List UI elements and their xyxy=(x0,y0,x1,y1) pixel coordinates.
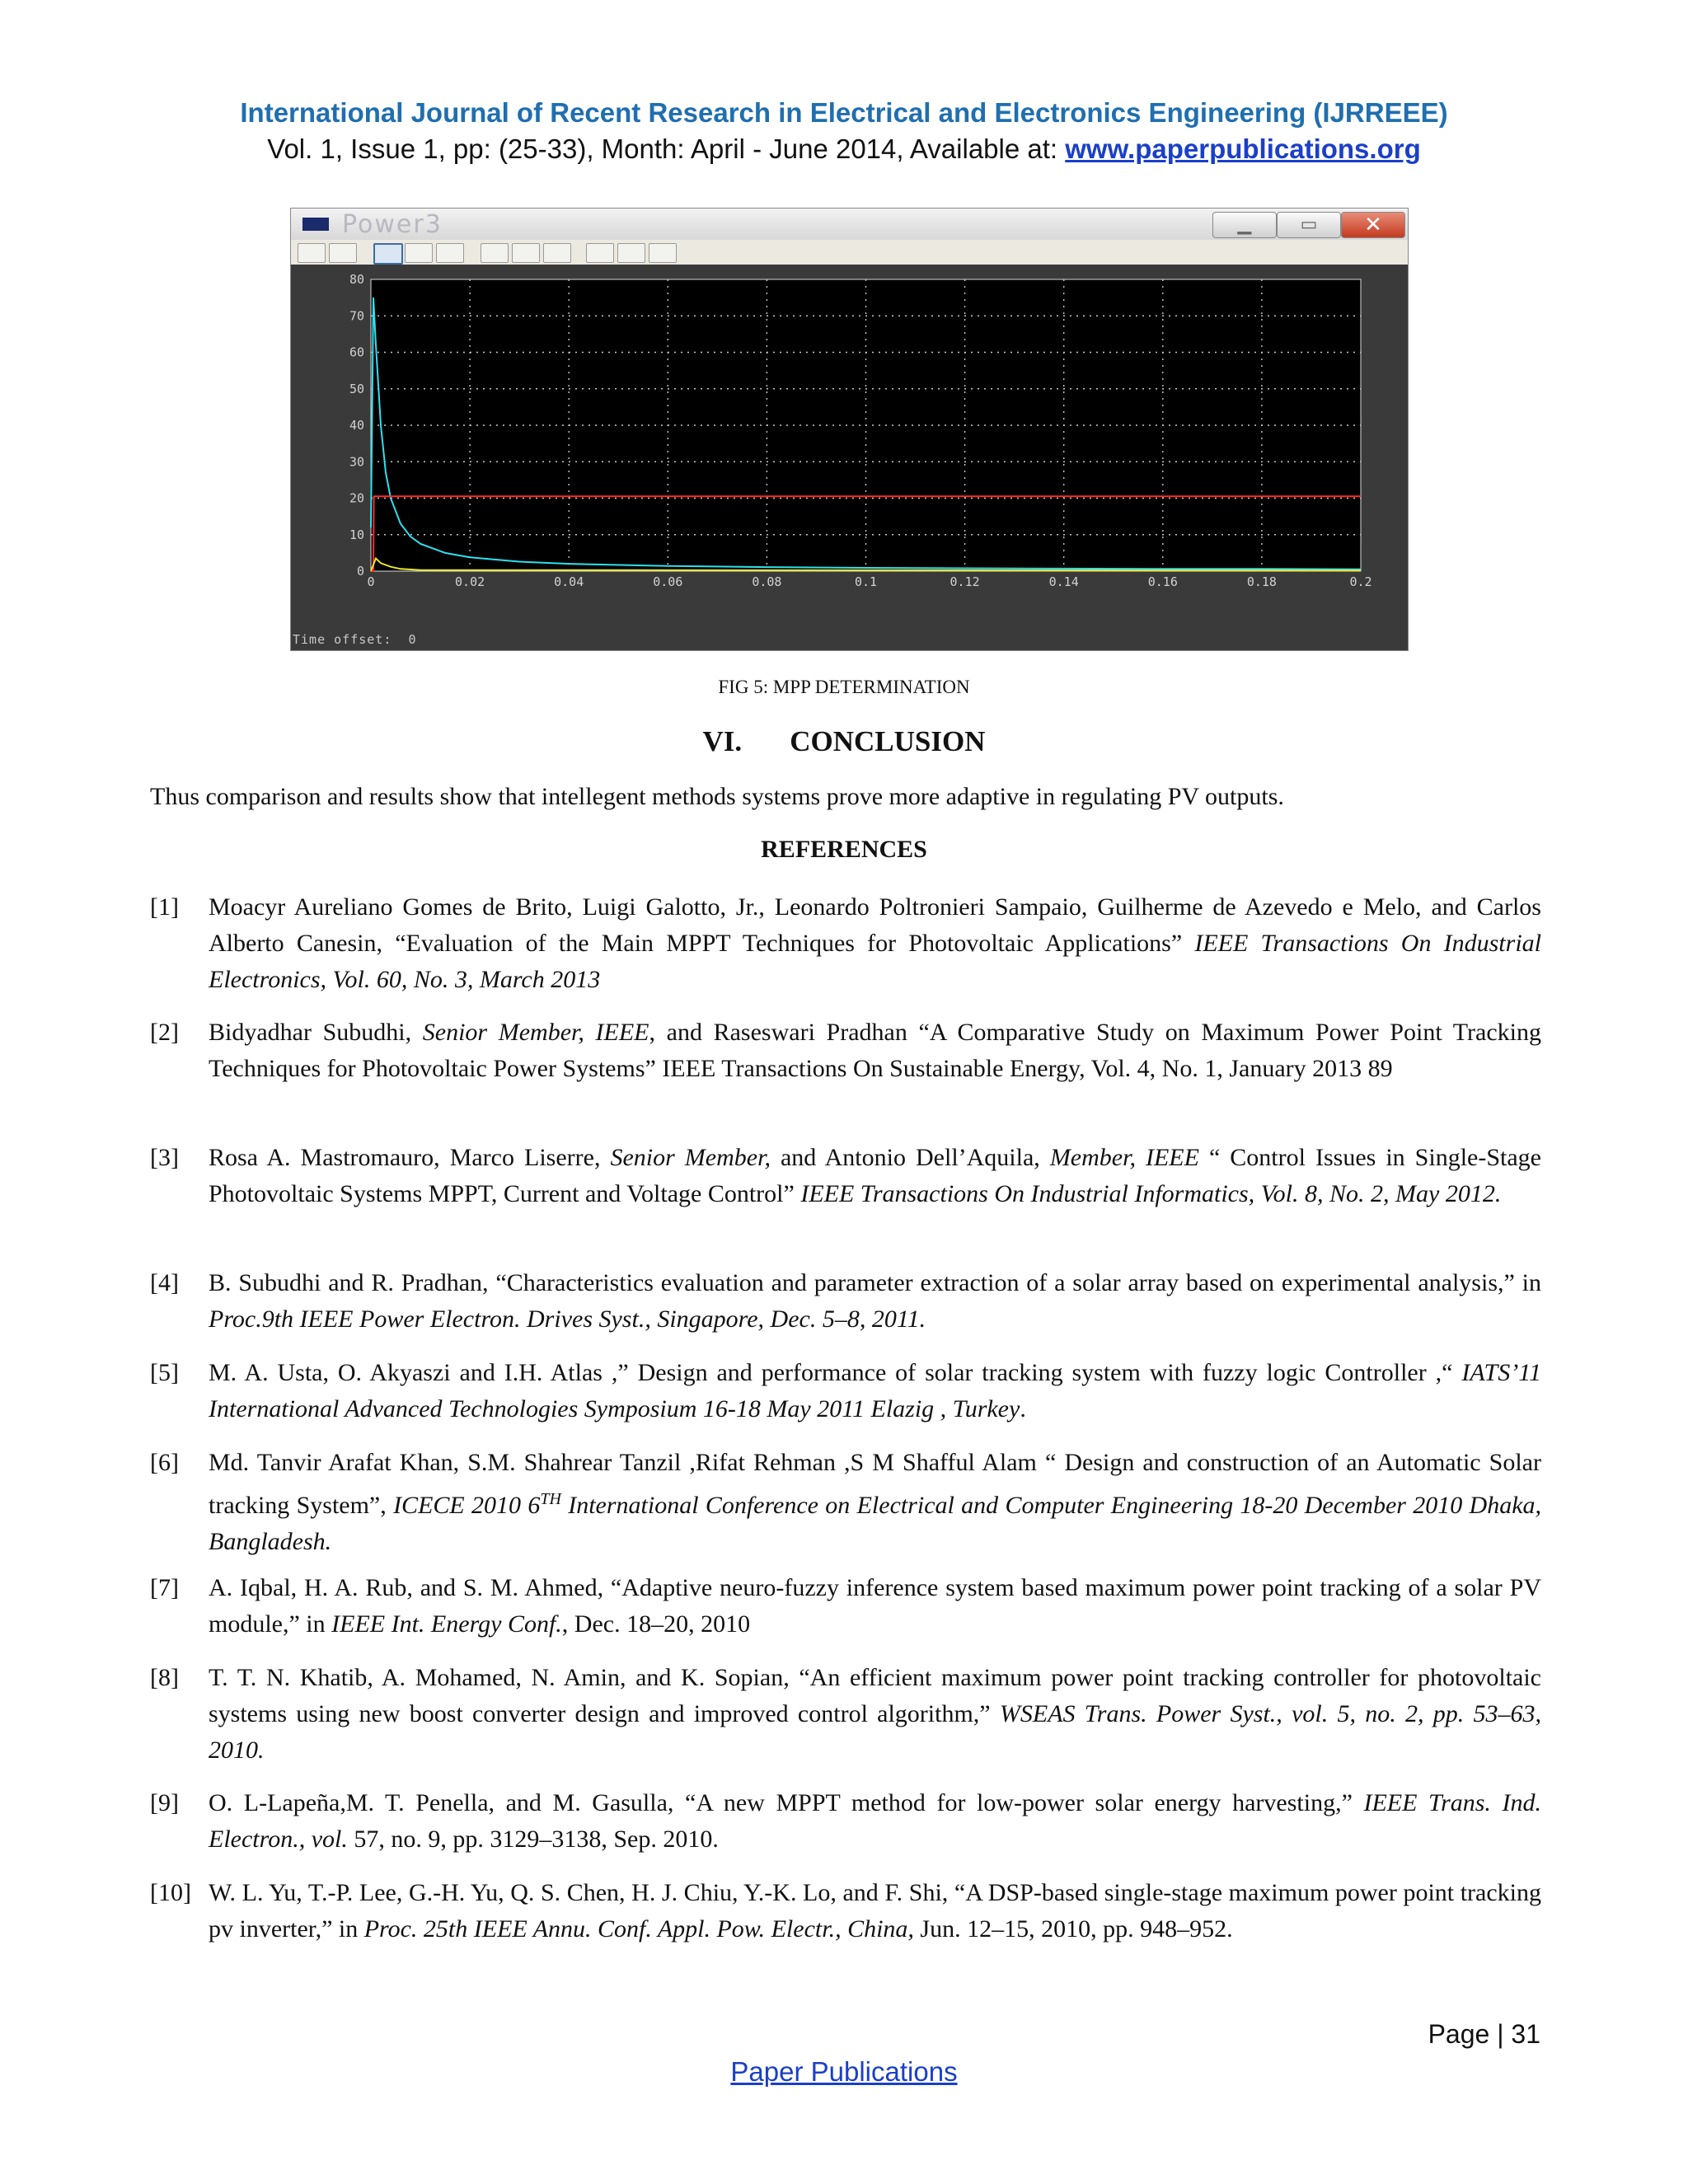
x-tick-label: 0 xyxy=(367,574,375,589)
reference-text xyxy=(209,889,1541,998)
reference-item xyxy=(150,1660,1541,1769)
reference-item xyxy=(150,1785,1541,1858)
reference-segment: International Conference on Electrical and Computer Engineering 18-20 December 2010 Dhaka, Bangladesh. xyxy=(209,1492,1542,1555)
reference-item xyxy=(150,1875,1541,1947)
x-tick-label: 0.16 xyxy=(1147,574,1178,589)
reference-label: [8] xyxy=(150,1664,179,1691)
reference-segment: , and Raseswari Pradhan “A Comparative Study on Maximum Power Point Tracking Techniques for Photovoltaic Power Systems” IEEE Transactions On Sustainable Energy, Vol. 4, No. 1, January 2013 89 xyxy=(209,1019,1541,1082)
figure-caption: FIG 5: MPP DETERMINATION xyxy=(718,677,970,697)
reference-segment: Rosa A. Mastromauro, Marco Liserre, xyxy=(209,1144,611,1171)
maximize-button[interactable] xyxy=(1277,212,1341,238)
reference-text xyxy=(209,1265,1541,1338)
reference-text xyxy=(209,1355,1541,1427)
reference-text xyxy=(209,1445,1541,1560)
scope-plot xyxy=(291,265,1408,650)
zoom-icon[interactable] xyxy=(373,243,403,265)
x-tick-label: 0.04 xyxy=(554,574,584,589)
matlab-icon xyxy=(302,218,329,231)
save-axes-icon[interactable] xyxy=(512,243,540,263)
reference-segment: 57, no. 9, pp. 3129–3138, Sep. 2010. xyxy=(347,1825,719,1853)
reference-segment: Senior Member, xyxy=(610,1144,771,1171)
reference-label: [5] xyxy=(150,1359,179,1386)
y-tick-label: 40 xyxy=(349,418,364,433)
x-tick-label: 0.08 xyxy=(752,574,782,589)
reference-segment: , Dec. 18–20, 2010 xyxy=(561,1610,751,1638)
journal-title: International Journal of Recent Research in Electrical and Electronics Engineering (IJRREEE) xyxy=(240,97,1448,128)
time-offset-value: 0 xyxy=(408,632,417,647)
y-tick-label: 50 xyxy=(349,381,364,396)
reference-label: [9] xyxy=(150,1789,179,1816)
section-title: CONCLUSION xyxy=(790,725,986,757)
journal-url-link[interactable]: www.paperpublications.org xyxy=(1065,134,1421,164)
conclusion-paragraph: Thus comparison and results show that intellegent methods systems prove more adaptive in regulating PV outputs. xyxy=(150,783,1284,810)
window-titlebar xyxy=(291,209,1408,240)
reference-segment: O. L-Lapeña,M. T. Penella, and M. Gasulla, “A new MPPT method for low-power solar energy harvesting,” xyxy=(209,1789,1364,1816)
reference-segment: W. L. Yu, T.-P. Lee, G.-H. Yu, Q. S. Chen, H. J. Chiu, Y.-K. Lo, and F. Shi, “A DSP-based single-stage maximum power point tracking pv inverter,” in xyxy=(209,1879,1541,1943)
minimize-button[interactable] xyxy=(1212,212,1277,238)
reference-segment: IEEE Trans. Ind. Electron., vol. xyxy=(209,1789,1541,1853)
reference-label: [4] xyxy=(150,1269,179,1296)
reference-text xyxy=(209,1570,1541,1643)
section-heading xyxy=(0,725,1688,758)
reference-segment: M. A. Usta, O. Akyaszi and I.H. Atlas ,” Design and performance of solar tracking system with fuzzy logic Controller ,“ xyxy=(209,1359,1462,1386)
reference-item xyxy=(150,1570,1541,1643)
scope-chart xyxy=(291,265,1408,627)
reference-segment: Md. Tanvir Arafat Khan, S.M. Shahrear Tanzil ,Rifat Rehman ,S M Shafful Alam “ Design and construction of an Automatic Solar tracking System”, xyxy=(209,1449,1541,1519)
reference-label: [1] xyxy=(150,893,179,921)
parameters-icon[interactable] xyxy=(329,243,357,263)
reference-label: [2] xyxy=(150,1019,179,1046)
reference-label: [10] xyxy=(150,1879,191,1906)
restore-axes-icon[interactable] xyxy=(543,243,571,263)
reference-segment: ICECE 2010 6 xyxy=(393,1492,541,1519)
close-button[interactable] xyxy=(1341,212,1405,238)
y-tick-label: 60 xyxy=(349,344,364,360)
reference-segment: IEEE Int. Energy Conf. xyxy=(331,1610,562,1638)
reference-item xyxy=(150,889,1541,998)
reference-label: [3] xyxy=(150,1144,179,1171)
reference-segment: B. Subudhi and R. Pradhan, “Characteristics evaluation and parameter extraction of a solar array based on experimental analysis,” in xyxy=(209,1269,1541,1296)
reference-item xyxy=(150,1265,1541,1338)
reference-segment: and Antonio Dell’Aquila, xyxy=(770,1144,1050,1171)
page-number: Page | 31 xyxy=(1428,2019,1540,2049)
reference-segment: IEEE Transactions On Industrial Informatics, Vol. 8, No. 2, May 2012. xyxy=(800,1180,1502,1207)
reference-text xyxy=(209,1785,1541,1858)
y-tick-label: 10 xyxy=(349,527,364,542)
reference-segment: Bidyadhar Subudhi, xyxy=(209,1019,423,1046)
y-tick-label: 70 xyxy=(349,308,364,324)
journal-volume-line xyxy=(0,134,1688,165)
reference-item xyxy=(150,1445,1541,1560)
time-offset-label: Time offset: xyxy=(293,632,392,647)
footer-publisher xyxy=(0,2056,1688,2088)
reference-segment: IEEE Transactions On Industrial Electronics, Vol. 60, No. 3, March 2013 xyxy=(209,930,1541,993)
lock-icon[interactable] xyxy=(617,243,645,263)
autoscale-icon[interactable] xyxy=(481,243,509,263)
y-tick-label: 80 xyxy=(349,272,364,287)
minimize-icon: ▁ xyxy=(1237,214,1252,235)
time-offset-readout xyxy=(293,632,416,647)
reference-text xyxy=(209,1875,1541,1947)
reference-label: [6] xyxy=(150,1449,179,1476)
section-number: VI. xyxy=(702,725,743,757)
reference-text xyxy=(209,1015,1541,1087)
reference-segment: Member, IEEE xyxy=(1049,1144,1199,1171)
reference-segment: “ Control Issues in Single-Stage Photovoltaic Systems MPPT, Current and Voltage Control” xyxy=(209,1144,1541,1207)
close-icon: ✕ xyxy=(1364,213,1382,237)
x-tick-label: 0.12 xyxy=(950,574,980,589)
reference-segment: . xyxy=(1020,1395,1026,1422)
reference-segment: Proc.9th IEEE Power Electron. Drives Syst., Singapore, Dec. 5–8, 2011. xyxy=(209,1305,926,1333)
y-tick-label: 0 xyxy=(356,564,364,579)
reference-text xyxy=(209,1660,1541,1769)
reference-segment: Senior Member, IEEE xyxy=(422,1019,649,1046)
x-tick-label: 0.02 xyxy=(455,574,485,589)
reference-segment: IATS’11 International Advanced Technologies Symposium 16-18 May 2011 Elazig , Turkey xyxy=(209,1359,1541,1422)
scope-toolbar xyxy=(291,240,1408,265)
y-tick-label: 30 xyxy=(349,454,364,470)
reference-text xyxy=(209,1140,1541,1212)
signal-selector-icon[interactable] xyxy=(649,243,677,263)
reference-segment: Proc. 25th IEEE Annu. Conf. Appl. Pow. Electr., China, xyxy=(363,1915,914,1943)
reference-segment: T. T. N. Khatib, A. Mohamed, N. Amin, and K. Sopian, “An efficient maximum power point tracking controller for photovoltaic systems using new boost converter design and improved control algorithm,” xyxy=(209,1664,1541,1727)
x-tick-label: 0.06 xyxy=(653,574,683,589)
floating-scope-icon[interactable] xyxy=(586,243,614,263)
x-tick-label: 0.14 xyxy=(1048,574,1079,589)
reference-segment: Jun. 12–15, 2010, pp. 948–952. xyxy=(913,1915,1233,1943)
zoom-x-icon[interactable] xyxy=(405,243,433,263)
x-tick-label: 0.18 xyxy=(1246,574,1277,589)
reference-segment: Moacyr Aureliano Gomes de Brito, Luigi Galotto, Jr., Leonardo Poltronieri Sampaio, Guilherme de Azevedo e Melo, and Carlos Alberto Canesin, “Evaluation of the Main MPPT Techniques for Photovoltaic Applications” xyxy=(209,893,1541,957)
zoom-y-icon[interactable] xyxy=(436,243,464,263)
x-tick-label: 0.2 xyxy=(1349,574,1372,589)
reference-item xyxy=(150,1140,1541,1212)
x-tick-label: 0.1 xyxy=(854,574,878,589)
reference-segment: TH xyxy=(540,1490,561,1508)
maximize-icon: ▭ xyxy=(1300,214,1318,235)
y-tick-label: 20 xyxy=(349,490,364,506)
volume-text: Vol. 1, Issue 1, pp: (25-33), Month: April - June 2014, Available at: xyxy=(267,134,1066,164)
reference-item xyxy=(150,1015,1541,1087)
reference-item xyxy=(150,1355,1541,1427)
publisher-link[interactable]: Paper Publications xyxy=(730,2056,958,2087)
reference-label: [7] xyxy=(150,1574,179,1601)
scope-window xyxy=(290,208,1409,651)
reference-segment: WSEAS Trans. Power Syst., vol. 5, no. 2, pp. 53–63, 2010. xyxy=(209,1700,1541,1764)
window-title: Power3 xyxy=(342,210,443,239)
print-icon[interactable] xyxy=(298,243,326,263)
references-heading: REFERENCES xyxy=(761,836,927,863)
reference-segment: A. Iqbal, H. A. Rub, and S. M. Ahmed, “Adaptive neuro-fuzzy inference system based maximum power point tracking of a solar PV module,” in xyxy=(209,1574,1541,1638)
